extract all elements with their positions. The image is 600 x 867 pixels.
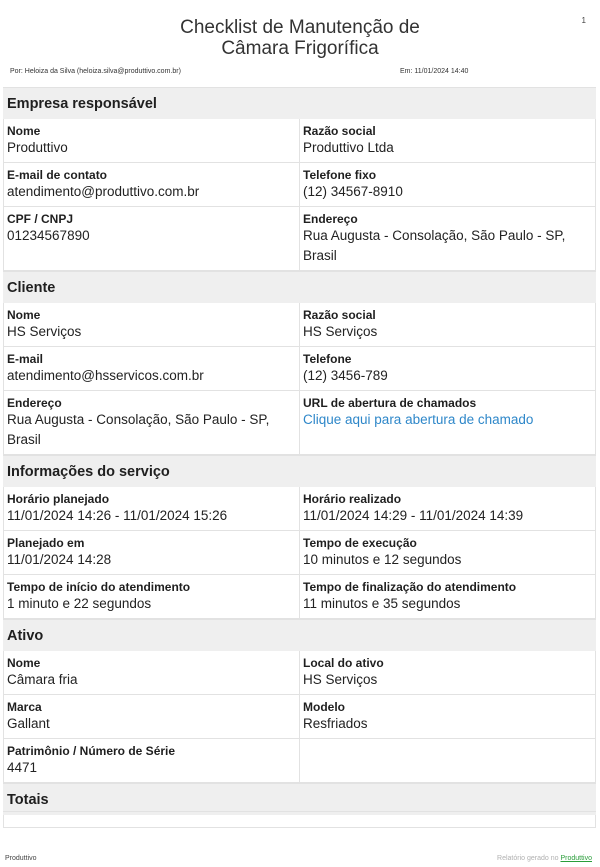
field-cliente-nome	[4, 303, 300, 347]
field-cliente-endereco	[4, 391, 300, 455]
section-title-servico: Informações do serviço	[3, 455, 596, 487]
abertura-chamado-link[interactable]: Clique aqui para abertura de chamado	[303, 412, 534, 427]
field-label: Telefone fixo	[303, 168, 377, 182]
field-value: atendimento@hsservicos.com.br	[7, 368, 204, 383]
footer-generated	[497, 855, 592, 862]
field-value: Produttivo Ltda	[303, 140, 394, 155]
field-value: 1 minuto e 22 segundos	[7, 596, 152, 611]
field-value: (12) 3456-789	[303, 368, 388, 383]
field-cliente-url-chamados	[300, 391, 596, 455]
field-label: URL de abertura de chamados	[303, 396, 477, 410]
footer-generated-text: Relatório gerado no	[497, 855, 559, 862]
field-label: Razão social	[303, 308, 376, 322]
field-value: Rua Augusta - Consolação, São Paulo - SP, Brasil	[7, 412, 270, 447]
footer-produttivo-link[interactable]: Produttivo	[560, 855, 592, 862]
field-value: 11/01/2024 14:29 - 11/01/2024 14:39	[303, 508, 524, 523]
field-label: Planejado em	[7, 536, 85, 550]
field-value: HS Serviços	[303, 324, 378, 339]
field-value: Gallant	[7, 716, 50, 731]
field-label: Tempo de execução	[303, 536, 417, 550]
field-cliente-razao-social	[300, 303, 596, 347]
field-cliente-telefone	[300, 347, 596, 391]
section-title-ativo: Ativo	[3, 619, 596, 651]
field-label: Razão social	[303, 124, 376, 138]
field-label: Horário realizado	[303, 492, 402, 506]
report-body	[3, 87, 596, 828]
field-empresa-cpf-cnpj	[4, 207, 300, 271]
field-label: Endereço	[7, 396, 62, 410]
field-label: Nome	[7, 656, 41, 670]
field-value: Produttivo	[7, 140, 68, 155]
field-empresa-telefone	[300, 163, 596, 207]
field-value: HS Serviços	[303, 672, 378, 687]
section-title-empresa: Empresa responsável	[3, 87, 596, 119]
field-value: 11/01/2024 14:26 - 11/01/2024 15:26	[7, 508, 228, 523]
field-label: Tempo de finalização do atendimento	[303, 580, 517, 594]
section-cliente-fields	[3, 303, 596, 455]
field-value: 01234567890	[7, 228, 90, 243]
field-label: Horário planejado	[7, 492, 110, 506]
field-value: Rua Augusta - Consolação, São Paulo - SP, Brasil	[303, 228, 566, 263]
report-date: Em: 11/01/2024 14:40	[400, 68, 469, 75]
field-value: (12) 34567-8910	[303, 184, 403, 199]
field-horario-planejado	[4, 487, 300, 531]
field-horario-realizado	[300, 487, 596, 531]
field-empresa-email	[4, 163, 300, 207]
field-label: Nome	[7, 124, 41, 138]
field-value: 4471	[7, 760, 38, 775]
field-cliente-email	[4, 347, 300, 391]
field-label: Local do ativo	[303, 656, 384, 670]
field-value: Câmara fria	[7, 672, 78, 687]
field-label: Nome	[7, 308, 41, 322]
report-title-line2: Câmara Frigorífica	[221, 38, 379, 59]
section-totais-body	[3, 815, 596, 828]
field-value: atendimento@produttivo.com.br	[7, 184, 200, 199]
field-value: 11/01/2024 14:28	[7, 552, 112, 567]
field-label: Modelo	[303, 700, 345, 714]
footer-brand: Produttivo	[5, 855, 37, 862]
field-label: CPF / CNPJ	[7, 212, 74, 226]
field-ativo-marca	[4, 695, 300, 739]
field-ativo-local	[300, 651, 596, 695]
field-empty	[300, 739, 596, 783]
field-empresa-endereco	[300, 207, 596, 271]
field-ativo-nome	[4, 651, 300, 695]
field-label: Tempo de início do atendimento	[7, 580, 191, 594]
report-title	[0, 17, 600, 59]
section-title-cliente: Cliente	[3, 271, 596, 303]
section-empresa-fields	[3, 119, 596, 271]
field-tempo-execucao	[300, 531, 596, 575]
section-title-totais: Totais	[3, 783, 596, 815]
author-info: Por: Heloiza da Silva (heloiza.silva@produttivo.com.br)	[10, 68, 181, 75]
field-label: E-mail	[7, 352, 44, 366]
field-value: 10 minutos e 12 segundos	[303, 552, 462, 567]
field-value: 11 minutos e 35 segundos	[303, 596, 461, 611]
field-ativo-patrimonio	[4, 739, 300, 783]
field-value: Resfriados	[303, 716, 368, 731]
field-label: E-mail de contato	[7, 168, 108, 182]
field-label: Marca	[7, 700, 42, 714]
footer-divider	[3, 811, 596, 812]
field-empresa-razao-social	[300, 119, 596, 163]
field-label: Endereço	[303, 212, 358, 226]
field-label: Telefone	[303, 352, 352, 366]
field-ativo-modelo	[300, 695, 596, 739]
field-planejado-em	[4, 531, 300, 575]
section-ativo-fields	[3, 651, 596, 783]
field-label: Patrimônio / Número de Série	[7, 744, 176, 758]
page-number: 1	[581, 16, 586, 25]
field-empresa-nome	[4, 119, 300, 163]
section-servico-fields	[3, 487, 596, 619]
field-tempo-inicio	[4, 575, 300, 619]
report-title-line1: Checklist de Manutenção de	[180, 17, 420, 38]
field-tempo-finalizacao	[300, 575, 596, 619]
field-value: HS Serviços	[7, 324, 82, 339]
